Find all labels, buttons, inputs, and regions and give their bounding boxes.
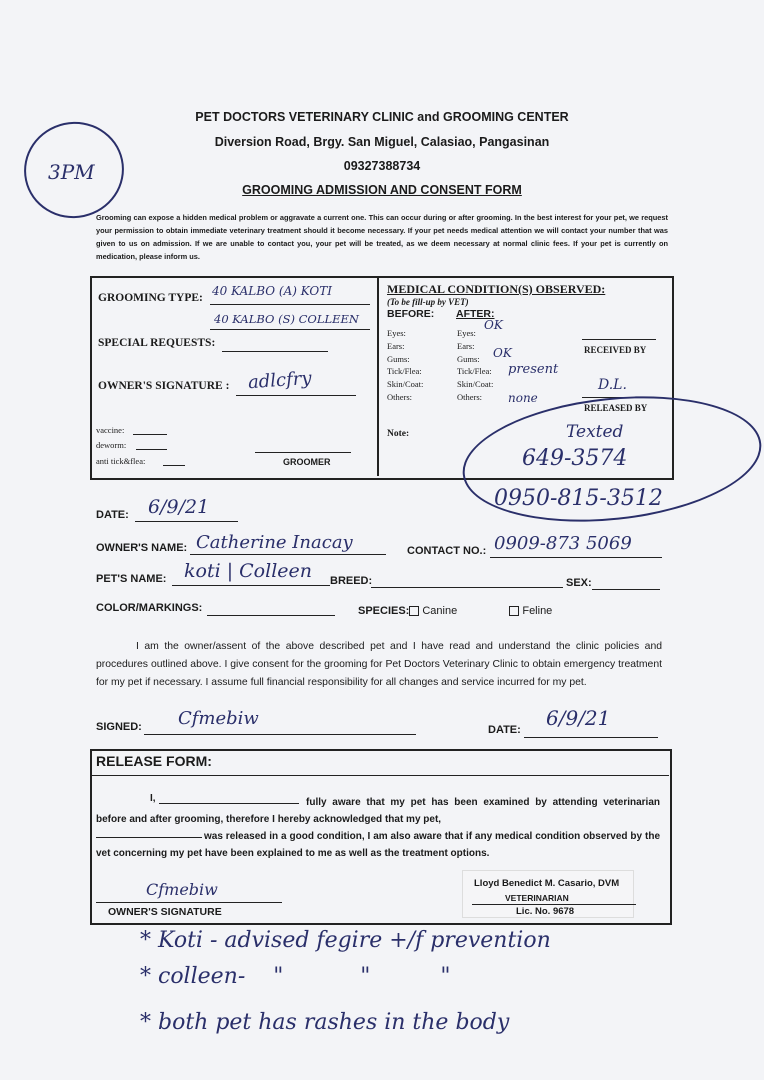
before-row: Others: bbox=[387, 391, 413, 402]
after-row: Ears: bbox=[457, 340, 475, 351]
owner-name-label: OWNER'S NAME: bbox=[96, 542, 188, 554]
grooming-type-underline bbox=[210, 304, 370, 305]
canine-checkbox[interactable] bbox=[409, 606, 419, 616]
before-label: BEFORE: bbox=[387, 308, 435, 320]
handwritten-time: 3PM bbox=[48, 160, 95, 184]
signed-date-label: DATE: bbox=[488, 724, 521, 736]
species-row bbox=[358, 605, 552, 617]
date-label: DATE: bbox=[96, 509, 129, 521]
canine-label: Canine bbox=[422, 605, 458, 617]
released-by-label: RELEASED BY bbox=[584, 403, 648, 413]
grooming-type-label: GROOMING TYPE: bbox=[98, 292, 203, 304]
date-field[interactable] bbox=[135, 521, 238, 522]
before-row: Skin/Coat: bbox=[387, 379, 424, 390]
before-row: Eyes: bbox=[387, 328, 406, 338]
owner-name-value: Catherine Inacay bbox=[196, 532, 353, 553]
note-label: Note: bbox=[387, 429, 410, 439]
feline-checkbox[interactable] bbox=[509, 606, 519, 616]
vet-sig-line bbox=[472, 904, 636, 905]
release-text-2: was released in a good condition, I am also aware that if any medical condition observed by the vet concerning my pet have been explained to me as well as the treatment options. bbox=[96, 831, 660, 859]
color-field[interactable] bbox=[207, 615, 335, 616]
signed-label: SIGNED: bbox=[96, 721, 142, 733]
after-row: Eyes: bbox=[457, 328, 476, 338]
vet-title: VETERINARIAN bbox=[505, 893, 569, 903]
sex-label: SEX: bbox=[566, 577, 592, 589]
received-by-line bbox=[582, 339, 656, 340]
after-row: Tick/Flea: bbox=[457, 366, 492, 377]
groomer-label: GROOMER bbox=[283, 457, 331, 467]
anti-tick-field[interactable] bbox=[163, 465, 185, 466]
after-eyes-value: OK bbox=[484, 318, 503, 332]
after-row: Skin/Coat: bbox=[457, 379, 494, 390]
before-row: Tick/Flea: bbox=[387, 366, 422, 377]
grooming-type-line2: 40 KALBO (S) COLLEEN bbox=[214, 312, 359, 326]
grooming-type-underline-2 bbox=[210, 329, 370, 330]
box-divider bbox=[377, 278, 379, 476]
owner-signature-label: OWNER'S SIGNATURE : bbox=[98, 380, 230, 392]
after-gums-value: OK bbox=[493, 346, 512, 360]
color-label: COLOR/MARKINGS: bbox=[96, 602, 203, 614]
contact-value: 0909-873 5069 bbox=[494, 533, 632, 554]
note-line-1: * Koti - advised fegire +/f prevention bbox=[140, 928, 551, 953]
release-owner-sig-label: OWNER'S SIGNATURE bbox=[108, 906, 222, 918]
signed-value: Cfmebiw bbox=[178, 708, 259, 729]
release-owner-sig-line[interactable] bbox=[96, 902, 282, 903]
clinic-address: Diversion Road, Brgy. San Miguel, Calasiao, Pangasinan bbox=[214, 135, 550, 149]
breed-field[interactable] bbox=[371, 587, 563, 588]
form-title: GROOMING ADMISSION AND CONSENT FORM bbox=[242, 183, 522, 197]
after-row: Gums: bbox=[457, 353, 480, 364]
vaccine-label: vaccine: bbox=[96, 425, 125, 435]
deworm-label: deworm: bbox=[96, 440, 127, 450]
anti-tick-label: anti tick&flea: bbox=[96, 456, 146, 466]
note-line-2: * colleen- " " " bbox=[140, 964, 451, 989]
after-rows bbox=[457, 327, 493, 404]
after-label: AFTER: bbox=[456, 308, 495, 320]
intro-paragraph: Grooming can expose a hidden medical problem or aggravate a current one. This can occur during or after grooming. In the best interest for your pet, we request your permission to obtain immediate veterinary treatment should it become necessary. If your pet needs medical attention we will contact your number that was given to us on admission. If we are unable to contact you, your pet will be treated, as we deem necessary at normal clinic fees. If your pet is currently on medication, please inform us. bbox=[96, 213, 668, 261]
before-rows bbox=[387, 327, 423, 404]
date-value: 6/9/21 bbox=[148, 496, 210, 518]
release-i: I, bbox=[150, 793, 156, 804]
note-phone2: 0950-815-3512 bbox=[494, 486, 663, 511]
vaccine-field[interactable] bbox=[133, 434, 167, 435]
note-line-3: * both pet has rashes in the body bbox=[140, 1010, 510, 1035]
deworm-field[interactable] bbox=[136, 449, 167, 450]
pet-name-value: koti | Colleen bbox=[184, 560, 312, 582]
special-requests-field[interactable] bbox=[222, 351, 328, 352]
after-row: Others: bbox=[457, 391, 483, 402]
pet-name-field[interactable] bbox=[172, 585, 330, 586]
sex-field[interactable] bbox=[592, 589, 660, 590]
release-text-1: fully aware that my pet has been examined by attending veterinarian before and after grooming, therefore I hereby acknowledged that my pet, bbox=[96, 797, 660, 825]
consent-paragraph: I am the owner/assent of the above described pet and I have read and understand the clinic policies and procedures outlined above. I give consent for the grooming for Pet Doctors Veterinary Clinic to obtain emergency treatment for my pet if necessary. I assume full financial responsibility for all changes and service incurred for my pet. bbox=[96, 641, 662, 688]
before-row: Gums: bbox=[387, 353, 410, 364]
medical-title: MEDICAL CONDITION(S) OBSERVED: bbox=[387, 282, 606, 296]
signed-field[interactable] bbox=[144, 734, 416, 735]
note-phone1: 649-3574 bbox=[522, 446, 628, 471]
owner-signature-value: adlcfry bbox=[247, 367, 313, 394]
owner-signature-field[interactable] bbox=[236, 395, 356, 396]
received-by-value: D.L. bbox=[598, 377, 627, 393]
vet-lic: Lic. No. 9678 bbox=[516, 906, 575, 917]
pet-name-label: PET'S NAME: bbox=[96, 573, 167, 585]
release-owner-sig-value: Cfmebiw bbox=[146, 880, 218, 899]
release-title: RELEASE FORM: bbox=[96, 753, 212, 769]
groomer-line bbox=[255, 452, 351, 453]
breed-label: BREED: bbox=[330, 575, 373, 587]
clinic-phone: 09327388734 bbox=[343, 159, 421, 173]
after-tickflea-value: present bbox=[508, 362, 559, 377]
received-by-label: RECEIVED BY bbox=[584, 345, 647, 355]
release-title-divider bbox=[92, 775, 669, 776]
note-texted: Texted bbox=[566, 422, 624, 442]
species-label: SPECIES: bbox=[358, 605, 410, 617]
grooming-type-line1: 40 KALBO (A) KOTI bbox=[212, 284, 332, 298]
owner-name-field[interactable] bbox=[190, 554, 386, 555]
contact-label: CONTACT NO.: bbox=[407, 545, 487, 557]
contact-field[interactable] bbox=[490, 557, 662, 558]
after-others-value: none bbox=[508, 391, 538, 405]
vet-name: Lloyd Benedict M. Casario, DVM bbox=[474, 878, 620, 889]
feline-label: Feline bbox=[522, 605, 553, 617]
signed-date-value: 6/9/21 bbox=[546, 706, 611, 730]
before-row: Ears: bbox=[387, 340, 405, 351]
signed-date-field[interactable] bbox=[524, 737, 658, 738]
clinic-name: PET DOCTORS VETERINARY CLINIC and GROOMING CENTER bbox=[195, 110, 569, 124]
special-requests-label: SPECIAL REQUESTS: bbox=[98, 337, 216, 349]
medical-subtitle: (To be fill-up by VET) bbox=[387, 297, 469, 307]
